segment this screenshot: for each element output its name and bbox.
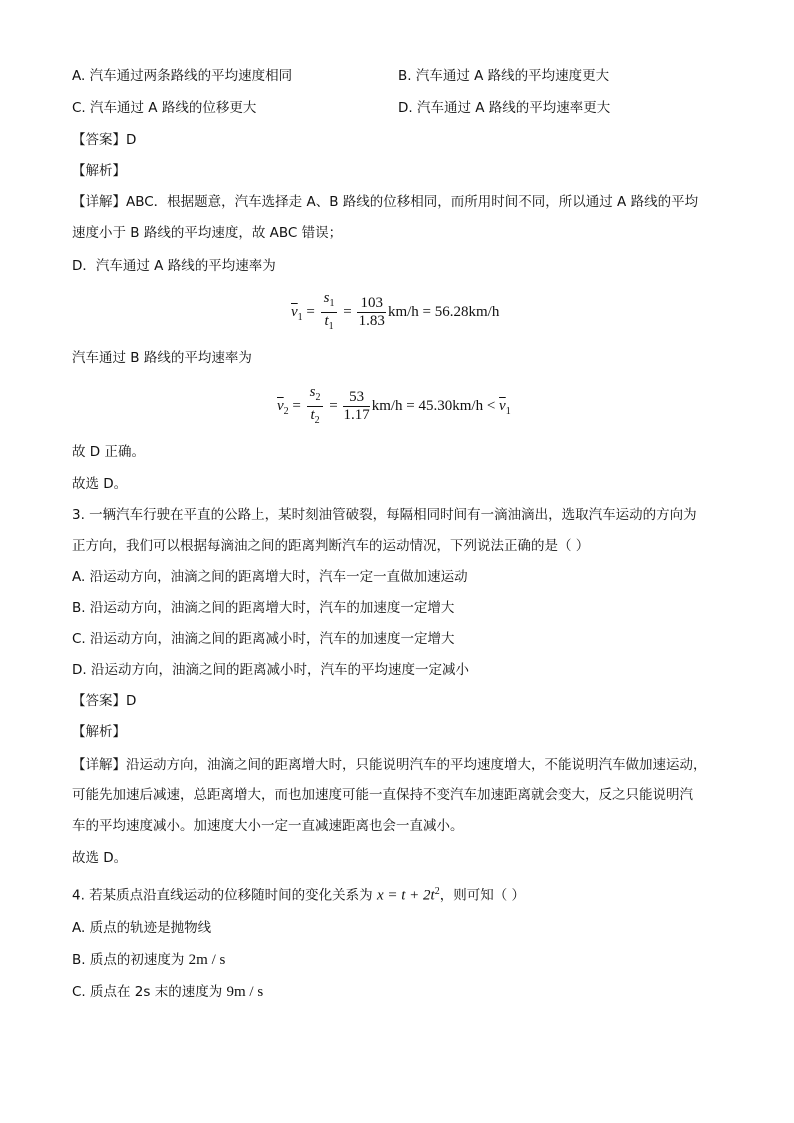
q3-option-c: C. 沿运动方向，油滴之间的距离减小时，汽车的加速度一定增大 <box>72 631 455 647</box>
formula2-cmp-var: $\overline{v}$ <box>499 397 506 414</box>
formula1-den-sub: 1 <box>328 321 334 332</box>
q2-option-c: C. 汽车通过 A 路线的位移更大 <box>72 100 257 116</box>
q3-detail-line-1: 【详解】沿运动方向，油滴之间的距离增大时，只能说明汽车的平均速度增大，不能说明汽车做加速运动， <box>72 757 707 773</box>
q4-option-a: A. 质点的轨迹是抛物线 <box>72 920 212 936</box>
q3-option-b: B. 沿运动方向，油滴之间的距离增大时，汽车的加速度一定增大 <box>72 600 455 616</box>
q2-detail-line-3: D．汽车通过 A 路线的平均速率为 <box>72 258 276 274</box>
q2-detail-line-4: 汽车通过 B 路线的平均速率为 <box>72 350 252 366</box>
formula2-num-sub: 2 <box>315 392 321 403</box>
q2-answer: 【答案】D <box>72 132 137 148</box>
q3-answer: 【答案】D <box>72 693 137 709</box>
q2-conclusion: 故 D 正确。 <box>72 444 145 460</box>
q3-option-d: D. 沿运动方向，油滴之间的距离减小时，汽车的平均速度一定减小 <box>72 662 469 678</box>
q4-stem-formula: x = t + 2t <box>376 887 435 904</box>
formula1-den-var: t <box>324 313 329 329</box>
q3-stem-line-1: 3. 一辆汽车行驶在平直的公路上，某时刻油管破裂，每隔相同时间有一滴油滴出，选取汽车运动的方向为 <box>72 507 697 523</box>
formula1-numerator: 103 <box>357 295 386 313</box>
q4-option-b-value: 2m / s <box>188 952 226 968</box>
q4-stem-pre: 4. 若某质点沿直线运动的位移随时间的变化关系为 <box>72 887 373 904</box>
formula2-fraction-numeric <box>343 389 369 424</box>
q4-option-c-value: 9m / s <box>226 984 264 1000</box>
q2-choice: 故选 D。 <box>72 476 128 492</box>
formula2-numerator: 53 <box>343 389 369 407</box>
formula2-fraction-symbolic <box>307 384 324 429</box>
q2-option-a: A. 汽车通过两条路线的平均速度相同 <box>72 68 293 84</box>
q3-stem-line-2: 正方向，我们可以根据每滴油之间的距离判断汽车的运动情况，下列说法正确的是（ ） <box>72 538 590 554</box>
formula2-lhs-var: $\overline{v}$ <box>277 397 284 414</box>
formula1-fraction-symbolic <box>321 290 338 335</box>
q3-detail-line-2: 可能先加速后减速，总距离增大，而也加速度可能一直保持不变汽车加速距离就会变大，反之只能说明汽 <box>72 787 693 803</box>
q2-detail-line-2: 速度小于 B 路线的平均速度，故 ABC 错误； <box>72 225 343 241</box>
formula2-lhs-sub: 2 <box>283 405 289 417</box>
formula2-tail: km/h = 45.30km/h < <box>371 397 496 414</box>
formula-avg-speed-b: $\overline{v}_2$ = $\frac{s_2}{t_2}$ = $\frac{53}{1.17}$ $km/h = 45.30km/h < \overline{v}_1$ <box>277 384 511 429</box>
q4-option-b <box>72 950 225 970</box>
formula2-num-var: s <box>309 384 316 400</box>
formula2-cmp-sub: 1 <box>505 405 511 417</box>
formula1-lhs-var: $\overline{v}$ <box>291 303 298 320</box>
q3-analysis-heading: 【解析】 <box>72 724 126 740</box>
q3-choice: 故选 D。 <box>72 850 128 866</box>
formula1-tail: km/h = 56.28km/h <box>387 303 500 320</box>
q4-option-c-text: C. 质点在 2s 末的速度为 <box>72 984 223 1000</box>
formula1-fraction-numeric <box>357 295 386 330</box>
formula1-lhs-sub: 1 <box>297 311 303 323</box>
q2-option-b: B. 汽车通过 A 路线的平均速度更大 <box>398 68 610 84</box>
formula2-den-sub: 2 <box>314 415 320 426</box>
q2-detail-line-1: 【详解】ABC．根据题意，汽车选择走 A、B 路线的位移相同，而所用时间不同，所以通过 A 路线的平均 <box>72 194 699 210</box>
formula2-den-var: t <box>310 407 315 423</box>
formula1-denominator: 1.83 <box>358 313 385 329</box>
q4-stem-post: ，则可知（ ） <box>439 887 526 904</box>
q4-stem <box>72 882 525 906</box>
q2-analysis-heading: 【解析】 <box>72 163 126 179</box>
q3-detail-line-3: 车的平均速度减小。加速度大小一定一直减速距离也会一直减小。 <box>72 818 464 834</box>
formula-avg-speed-a: $\overline{v}_1$ = $\frac{s_1}{t_1}$ = $\frac{103}{1.83}$ km/h = 56.28km/h <box>291 290 499 335</box>
formula2-denominator: 1.17 <box>343 407 370 423</box>
q4-option-c <box>72 982 263 1002</box>
q3-option-a: A. 沿运动方向，油滴之间的距离增大时，汽车一定一直做加速运动 <box>72 569 468 585</box>
formula1-num-var: s <box>323 290 330 306</box>
q4-stem-sup: 2 <box>434 886 440 897</box>
q4-option-b-text: B. 质点的初速度为 <box>72 952 185 968</box>
q2-option-d: D. 汽车通过 A 路线的平均速率更大 <box>398 100 611 116</box>
formula1-num-sub: 1 <box>329 298 335 309</box>
